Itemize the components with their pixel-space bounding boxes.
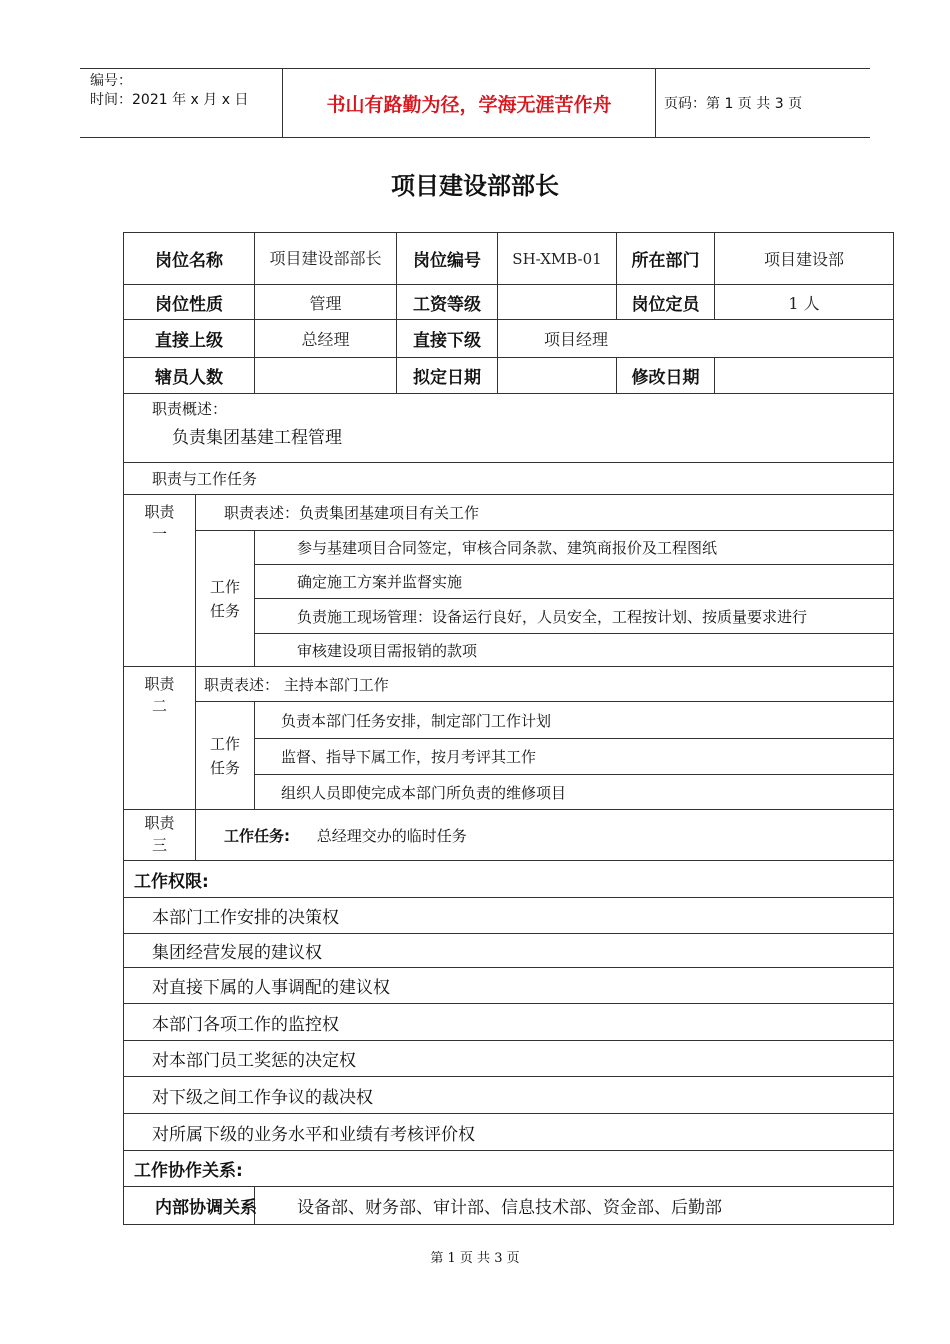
duty-2-task-1: 负责本部门任务安排，制定部门工作计划 [255,702,894,739]
duty-3-row [124,810,894,861]
duty-2-desc-row [124,667,894,702]
summary-label: 职责概述： [152,400,228,418]
info-row-4 [124,358,894,394]
quota-value: 1 人 [715,285,894,320]
duty-1-task-2: 确定施工方案并监督实施 [255,565,894,599]
nature-value: 管理 [255,285,397,320]
duty-1-task-label [196,531,255,667]
authority-row [124,1041,894,1077]
duty-2-task-3: 组织人员即使完成本部门所负责的维修项目 [255,775,894,810]
duty-1-task-1: 参与基建项目合同签定，审核合同条款、建筑商报价及工程图纸 [255,531,894,565]
duty-2-task-label [196,702,255,810]
revise-date-label: 修改日期 [617,358,715,394]
duty-1-task-4: 审核建设项目需报销的款项 [255,634,894,667]
authority-row [124,968,894,1004]
info-row-1 [124,233,894,285]
subordinate-label: 直接下级 [397,320,498,358]
duties-title: 职责与工作任务 [124,463,894,495]
post-name-value: 项目建设部部长 [255,233,397,285]
info-row-2 [124,285,894,320]
document-title: 项目建设部部长 [391,172,559,200]
post-name-label: 岗位名称 [124,233,255,285]
duty-3-label [124,810,196,861]
superior-value: 总经理 [255,320,397,358]
duty-2-label-text: 职责二 [144,675,175,715]
header-page-info: 页码：第 1 页 共 3 页 [664,96,803,112]
summary-cell [124,394,894,463]
duty-2-label [124,667,196,810]
quota-label: 岗位定员 [617,285,715,320]
post-code-value: SH-XMB-01 [498,233,617,285]
dept-value: 项目建设部 [715,233,894,285]
header-meta [80,69,282,137]
duty-1-task-3: 负责施工现场管理：设备运行良好，人员安全，工程按计划、按质量要求进行 [255,599,894,634]
authority-item-6: 对下级之间工作争议的裁决权 [124,1077,894,1114]
duty-2-desc: 职责表述： 主持本部门工作 [196,667,894,702]
authority-item-3: 对直接下属的人事调配的建议权 [124,968,894,1004]
duty-1-desc: 职责表述：负责集团基建项目有关工作 [196,495,894,531]
duty-2-task-row [124,702,894,739]
cooperation-internal-row [124,1187,894,1225]
duty-3-task-label: 工作任务: [224,826,290,845]
draft-date-value [498,358,617,394]
duty-3-label-text: 职责三 [144,814,175,854]
authority-item-5: 对本部门员工奖惩的决定权 [124,1041,894,1077]
duty-1-label-text: 职责一 [144,503,175,543]
summary-row [124,394,894,463]
duty-1-task-row [124,531,894,565]
authority-row [124,1114,894,1151]
authority-title-row [124,861,894,898]
nature-label: 岗位性质 [124,285,255,320]
header-motto: 书山有路勤为径，学海无涯苦作舟 [282,69,656,137]
dept-label: 所在部门 [617,233,715,285]
duties-title-row [124,463,894,495]
time-label: 时间：2021 年 x 月 x 日 [90,92,249,108]
duty-1-label [124,495,196,667]
authority-item-1: 本部门工作安排的决策权 [124,898,894,934]
revise-date-value [715,358,894,394]
duty-2-task-label-text: 工作任务 [209,734,240,777]
internal-coop-label-text: 内部协调关系 [155,1198,257,1218]
authority-item-4: 本部门各项工作的监控权 [124,1004,894,1041]
authority-row [124,934,894,968]
salary-value [498,285,617,320]
salary-label: 工资等级 [397,285,498,320]
duty-1-desc-row [124,495,894,531]
page-header [80,68,870,138]
staff-value [255,358,397,394]
authority-title: 工作权限: [124,861,894,898]
info-row-3 [124,320,894,358]
duty-2-task-2: 监督、指导下属工作，按月考评其工作 [255,739,894,775]
staff-label: 辖员人数 [124,358,255,394]
number-label: 编号： [90,73,132,89]
subordinate-value: 项目经理 [498,320,894,358]
duty-3-cell [196,810,894,861]
internal-coop-value: 设备部、财务部、审计部、信息技术部、资金部、后勤部 [255,1187,894,1225]
page-footer: 第 1 页 共 3 页 [430,1251,520,1266]
authority-row [124,898,894,934]
cooperation-title-row [124,1151,894,1187]
internal-coop-label [124,1187,255,1225]
summary-text: 负责集团基建工程管理 [172,428,342,448]
authority-item-7: 对所属下级的业务水平和业绩有考核评价权 [124,1114,894,1151]
duty-3-task-text: 总经理交办的临时任务 [316,826,467,845]
authority-row [124,1004,894,1041]
superior-label: 直接上级 [124,320,255,358]
duty-1-task-label-text: 工作任务 [209,577,240,620]
cooperation-title: 工作协作关系: [124,1151,894,1187]
authority-row [124,1077,894,1114]
draft-date-label: 拟定日期 [397,358,498,394]
post-code-label: 岗位编号 [397,233,498,285]
job-description-table [123,232,894,1225]
authority-item-2: 集团经营发展的建议权 [124,934,894,968]
